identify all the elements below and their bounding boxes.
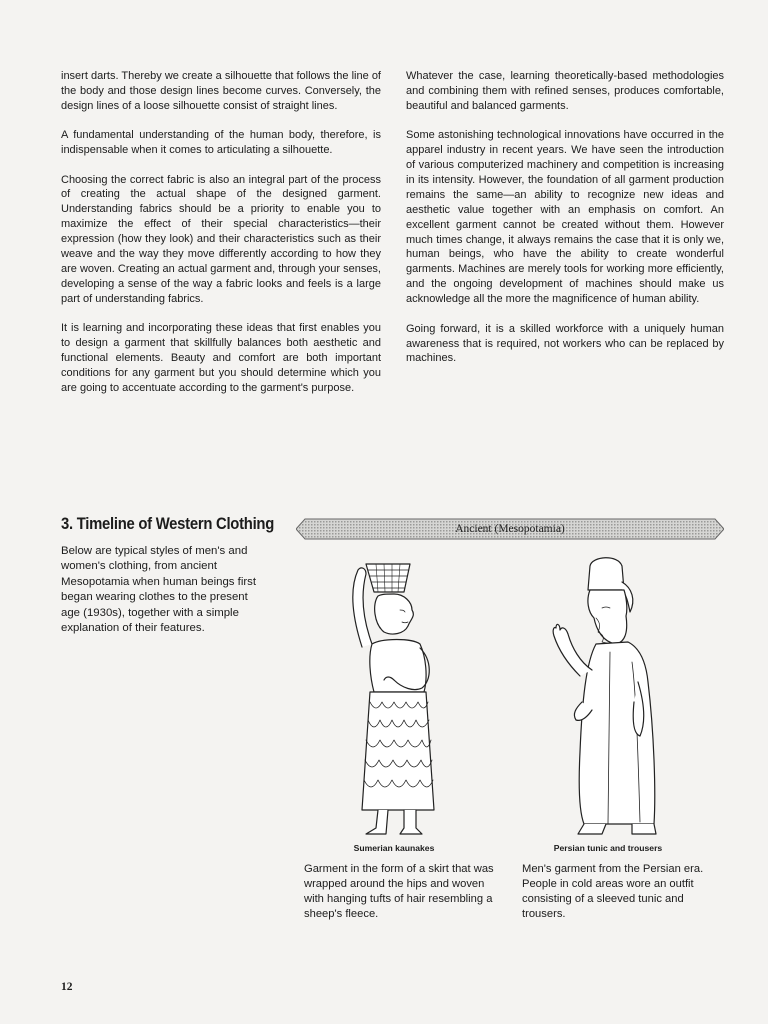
figure-caption-sumerian: Sumerian kaunakes — [353, 843, 435, 853]
section-intro: Below are typical styles of men's and women's clothing, from ancient Mesopotamia when human beings first began wearing clothes to the present age (1930s), together with a simple explanation of their features. — [61, 545, 257, 635]
figure-caption-persian: Persian tunic and trousers — [553, 843, 663, 853]
right-paragraph-3: Going forward, it is a skilled workforce with a uniquely human awareness that is required, not workers who can be replaced by machines. — [406, 322, 724, 365]
left-paragraph-3: Choosing the correct fabric is also an integral part of the process of creating the actual shape of the designed garment. Understanding fabrics should be a priority to enable you to maximize the effect of their special characteristics—their expression (how they look) and their characteristics such as their weave and the way they move differently according to how they are woven. Creating an actual garment and, through your senses, developing a sense of the way a fabric looks and feels is a large part of understanding fabrics. — [61, 173, 381, 305]
figure-description-sumerian: Garment in the form of a skirt that was wrapped around the hips and woven with hanging tufts of hair resembling a sheep's fleece. — [304, 863, 494, 921]
persian-figure-illustration — [536, 552, 666, 838]
left-text-column — [61, 69, 381, 410]
left-paragraph-2: A fundamental understanding of the human body, therefore, is indispensable when it comes to articulating a silhouette. — [61, 129, 381, 157]
sumerian-figure-illustration — [328, 552, 448, 838]
figure-description-persian: Men's garment from the Persian era. People in cold areas wore an outfit consisting of a sleeved tunic and trousers. — [522, 863, 704, 921]
left-paragraph-1: insert darts. Thereby we create a silhouette that follows the line of the body and those design lines become curves. Conversely, the design lines of a loose silhouette consist of straight lines. — [61, 70, 381, 112]
era-label: Ancient (Mesopotamia) — [455, 523, 565, 535]
right-text-column — [406, 69, 724, 381]
section-title: 3. Timeline of Western Clothing — [61, 515, 275, 533]
right-paragraph-1: Whatever the case, learning theoretically-based methodologies and combining them with refined senses, produces comfortable, beautiful and balanced garments. — [406, 70, 724, 112]
era-banner — [296, 518, 724, 540]
page-number: 12 — [61, 981, 73, 993]
left-paragraph-4: It is learning and incorporating these ideas that first enables you to design a garment that skillfully balances both aesthetic and functional elements. Beauty and comfort are both important conditions for any garment but you should determine which you are going to accentuate according to the garment's purpose. — [61, 322, 381, 394]
right-paragraph-2: Some astonishing technological innovations have occurred in the apparel industry in recent years. We have seen the introduction of various computerized machinery and competition is increasing in its intensity. However, the foundation of all garment production remains the same—an ability to recognize new ideas and aesthetic value together with an emphasis on comfort. An excellent garment cannot be created without them. However much times change, it always remains the case that it is only we, human beings, who have the ability to create wonderful garments. Machines are merely tools for working more efficiently, and the ongoing development of machines should make us acknowledge all the more the magnificence of human ability. — [406, 129, 724, 306]
